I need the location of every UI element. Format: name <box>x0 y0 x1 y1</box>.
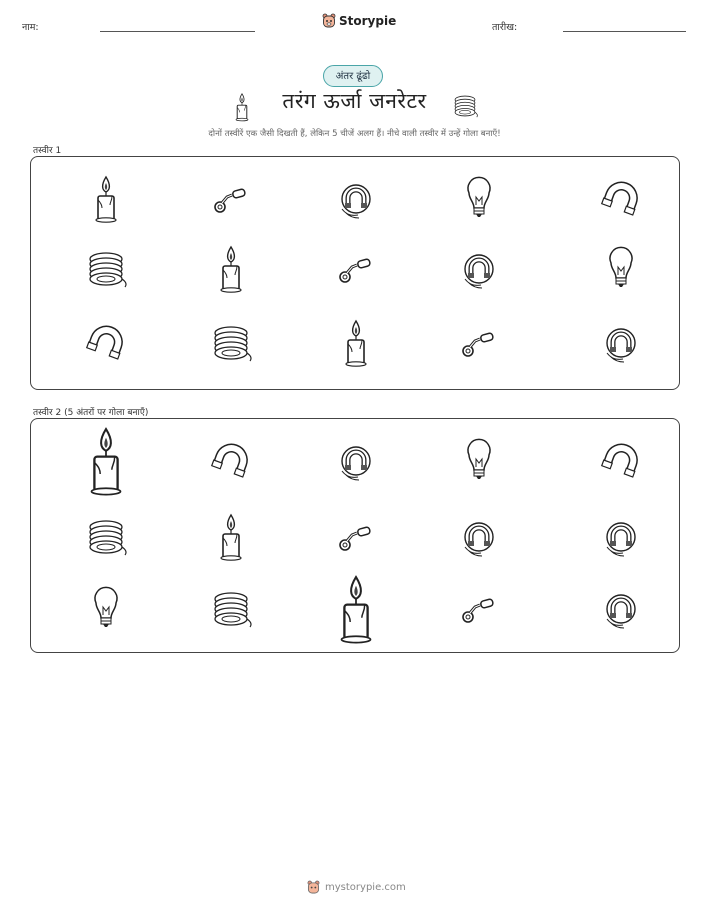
spinning-magnet-icon[interactable] <box>465 523 493 556</box>
storypie-mascot-icon <box>322 13 336 29</box>
spinning-magnet-icon <box>607 329 635 362</box>
coil-icon <box>215 327 251 361</box>
picture2-grid[interactable] <box>31 419 681 654</box>
bulb-icon[interactable] <box>468 439 490 479</box>
bulb-icon[interactable] <box>95 587 117 627</box>
candle-icon[interactable] <box>342 577 371 643</box>
picture1-label: तस्वीर 1 <box>33 146 62 156</box>
candle-icon <box>221 247 241 292</box>
worksheet-title: तरंग ऊर्जा जनरेटर <box>282 89 427 113</box>
name-line[interactable] <box>100 31 255 32</box>
picture1-grid <box>31 157 681 391</box>
storypie-mascot-icon <box>307 880 320 895</box>
footer-site[interactable]: mystorypie.com <box>325 882 406 893</box>
brand-logo <box>322 13 396 29</box>
bulb-icon <box>468 177 490 217</box>
crank-icon <box>215 189 246 212</box>
horseshoe-magnet-icon[interactable] <box>602 445 637 477</box>
candle-icon[interactable] <box>92 429 121 495</box>
spinning-magnet-icon <box>342 185 370 218</box>
coil-icon <box>90 253 126 287</box>
picture1-panel <box>30 156 680 390</box>
crank-icon <box>340 259 371 282</box>
instructions: दोनों तस्वीरें एक जैसी दिखती हैं, लेकिन 5 चीजें अलग हैं। नीचे वाली तस्वीर में उन्हें गोला बनाएँ! <box>208 129 501 139</box>
candle-icon <box>346 321 366 366</box>
date-label: तारीख: <box>492 22 518 33</box>
candle-icon[interactable] <box>221 515 241 560</box>
spinning-magnet-icon[interactable] <box>342 447 370 480</box>
spinning-magnet-icon[interactable] <box>607 523 635 556</box>
bulb-icon <box>610 247 632 287</box>
horseshoe-magnet-icon[interactable] <box>212 445 247 477</box>
brand-name: Storypie <box>339 14 397 28</box>
coil-icon[interactable] <box>90 521 126 555</box>
crank-icon <box>463 333 494 356</box>
horseshoe-magnet-icon <box>87 327 122 359</box>
picture2-panel[interactable] <box>30 418 680 653</box>
spinning-magnet-icon[interactable] <box>607 595 635 628</box>
footer <box>307 880 406 895</box>
coil-icon <box>455 96 477 117</box>
picture2-label: तस्वीर 2 (5 अंतरों पर गोला बनाएँ) <box>33 408 149 418</box>
title-coil-icon <box>451 92 479 120</box>
coil-icon[interactable] <box>215 593 251 627</box>
spinning-magnet-icon <box>465 255 493 288</box>
activity-badge: अंतर ढूंढो <box>323 65 383 87</box>
name-label: नाम: <box>22 22 39 33</box>
crank-icon[interactable] <box>340 527 371 550</box>
candle-icon <box>96 177 116 222</box>
date-line[interactable] <box>563 31 686 32</box>
crank-icon[interactable] <box>463 599 494 622</box>
horseshoe-magnet-icon <box>602 183 637 215</box>
